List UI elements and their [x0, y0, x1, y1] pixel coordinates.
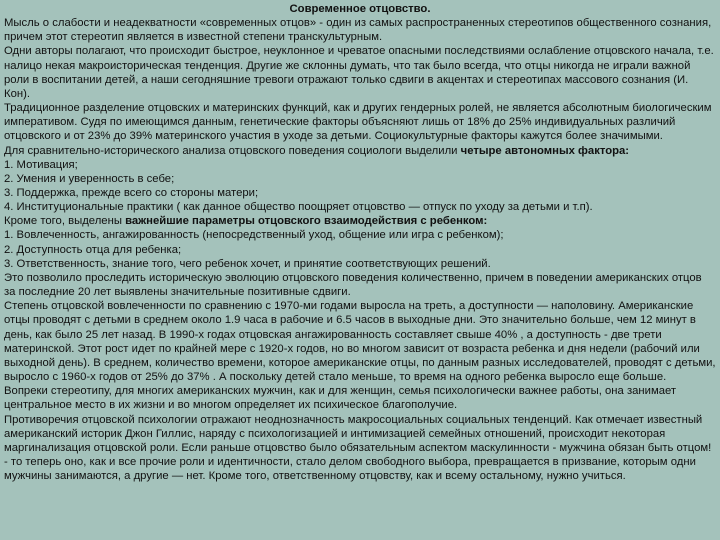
factors-intro-bold: четыре автономных фактора:: [460, 144, 630, 157]
factor-item: 3. Поддержка, прежде всего со стороны матери;: [4, 187, 259, 200]
param-item: 1. Вовлеченность, ангажированность (непосредственный уход, общение или игра с ребенком);: [4, 229, 504, 242]
paragraph: Степень отцовской вовлеченности по сравнению с 1970-ми годами выросла на треть, а доступности — наполовину. Американские отцы проводят с детьми в среднем около 1.9 часа в рабочие и 6.5 часов в выходные дни. Это значительно больше, чем 12 минут в день, как было 25 лет назад. В 1990-х годах отцовская ангажированность составляет свыше 40% , а доступность - две трети материнской. Этот рост идет по крайней мере с 1920-х годов, но во многом зависит от возраста ребенка и дня недели (рабочий или выходной день). В среднем, количество времени, которое американские отцы, по данным разных исследователей, проводят с детьми, выросло с 1960-х годов от 25% до 37% . А поскольку детей стало меньше, то время на одного ребенка выросло еще больше.: [4, 300, 716, 384]
params-intro-bold: важнейшие параметры отцовского взаимодействия с ребенком:: [125, 215, 488, 228]
params-intro: [4, 214, 716, 228]
paragraph: Традиционное разделение отцовских и материнских функций, как и других гендерных ролей, не является абсолютным биологическим императивом. Судя по имеющимся данным, генетические факторы объясняют лишь от 18% до 25% индивидуальных различий отцовского и от 23% до 39% материнского участия в уходе за детьми. Социокультурные факторы кажутся более значимыми.: [4, 102, 712, 143]
params-intro-text: Кроме того, выделены: [4, 215, 126, 228]
factor-item: 4. Институциональные практики ( как данное общество поощряет отцовство — отпуск по уходу за детьми и т.п).: [4, 201, 593, 214]
param-item: 3. Ответственность, знание того, чего ребенок хочет, и принятие соответствующих решений.: [4, 257, 491, 270]
paragraph: Противоречия отцовской психологии отражают неоднозначность макросоциальных социальных тенденций. Как отмечает известный американский историк Джон Гиллис, наряду с психологизацией и интимизацией семейных отношений, происходит некоторая маргинализация отцовской роли. Если раньше отцовство было обязательным аспектом маскулинности - мужчина обязан быть отцом! - то теперь оно, как и все прочие роли и идентичности, стало делом свободного выбора, превращается в призвание, которым одни мужчины занимаются, а другие — нет. Кроме того, ответственному отцовству, как и всему остальному, нужно учиться.: [4, 413, 712, 483]
factors-intro-text: Для сравнительно-исторического анализа отцовского поведения социологи выделили: [4, 144, 461, 157]
factor-item: 2. Умения и уверенность в себе;: [4, 172, 175, 185]
paragraph: Мысль о слабости и неадекватности «современных отцов» - один из самых распространенных стереотипов общественного сознания, причем этот стереотип является в известной степени транскультурным.: [4, 17, 712, 44]
paragraph: Это позволило проследить историческую эволюцию отцовского поведения количественно, причем в поведении американских отцов за последние 20 лет выявлены значительные позитивные сдвиги.: [4, 271, 702, 299]
paragraph: Одни авторы полагают, что происходит быстрое, неуклонное и чреватое опасными последствиями ослабление отцовского начала, т.е. налицо некая макроисторическая тенденция. Другие же склонны думать, что так было всегда, что отцы никогда не играли важной роли в воспитании детей, а наши сегодняшние тревоги отражают только сдвиги в акцентах и стереотипах массового сознания (И. Кон).: [4, 45, 714, 100]
factors-intro: [4, 144, 716, 158]
param-item: 2. Доступность отца для ребенка;: [4, 243, 182, 256]
page-title: Современное отцовство.: [289, 3, 431, 15]
factor-item: 1. Мотивация;: [4, 158, 78, 171]
body-text: [4, 16, 716, 483]
paragraph: Вопреки стереотипу, для многих американских мужчин, как и для женщин, семья психологически важнее работы, она занимает центральное место в их жизни и во многом определяет их психическое благополучие.: [4, 385, 677, 412]
